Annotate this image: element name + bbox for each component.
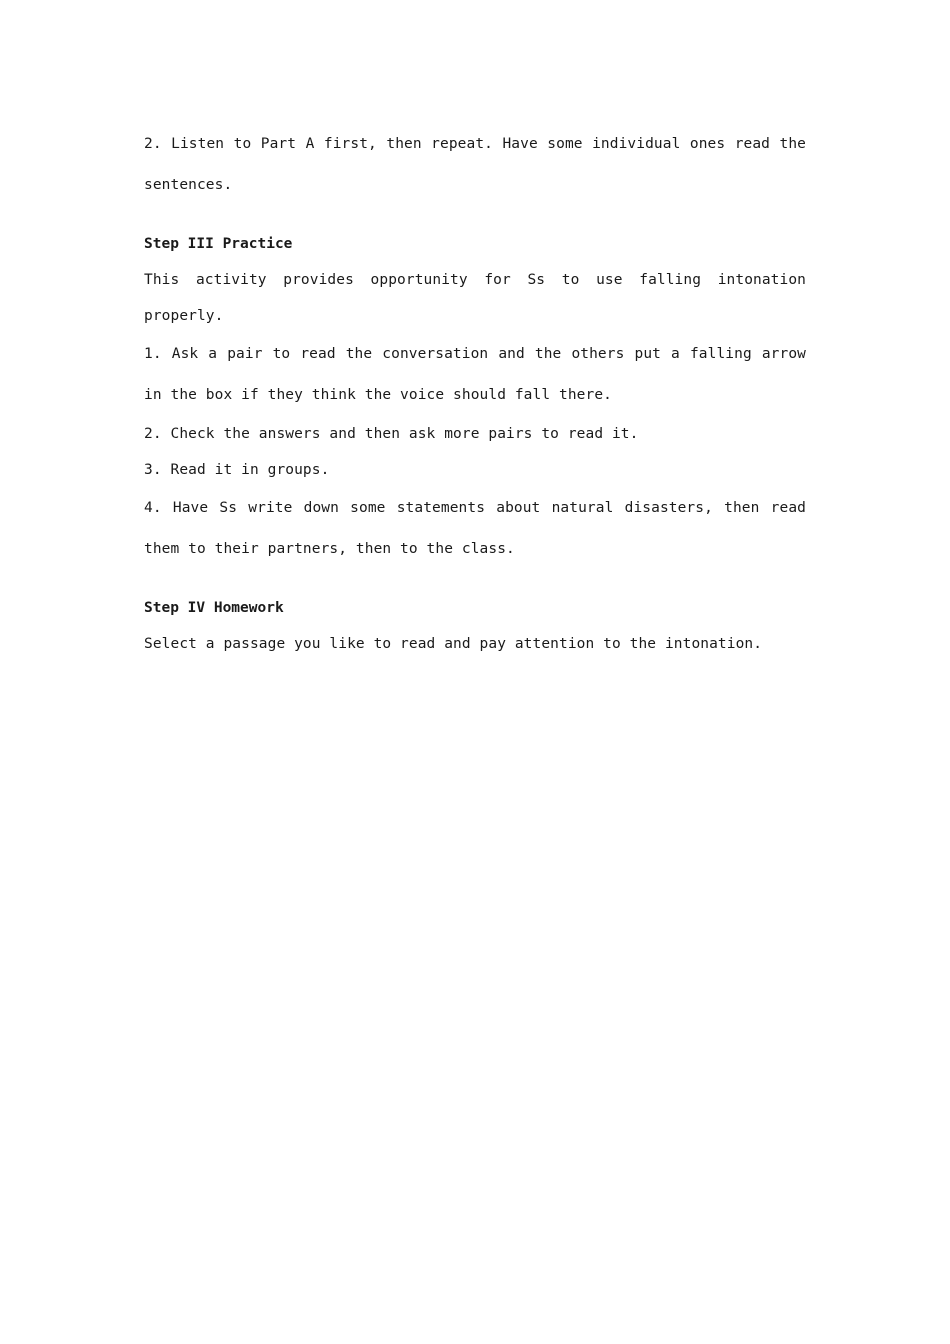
step3-description: This activity provides opportunity for Ss to use falling intonation properly. <box>144 272 806 324</box>
spacer <box>144 570 806 590</box>
step4-heading: Step IV Homework <box>144 600 284 616</box>
step3-heading: Step III Practice <box>144 236 293 252</box>
step3-item-4: 4. Have Ss write down some statements about natural disasters, then read them to their partners, then to the class. <box>144 500 806 557</box>
step4-description: Select a passage you like to read and pay attention to the intonation. <box>144 636 763 652</box>
step3-item-1: 1. Ask a pair to read the conversation and the others put a falling arrow in the box if they think the voice should fall there. <box>144 346 806 403</box>
step3-item-3: 3. Read it in groups. <box>144 462 330 478</box>
spacer <box>144 206 806 226</box>
step3-item-2: 2. Check the answers and then ask more pairs to read it. <box>144 426 639 442</box>
intro-item-2: 2. Listen to Part A first, then repeat. Have some individual ones read the sentences. <box>144 136 806 193</box>
document-page <box>144 124 806 662</box>
